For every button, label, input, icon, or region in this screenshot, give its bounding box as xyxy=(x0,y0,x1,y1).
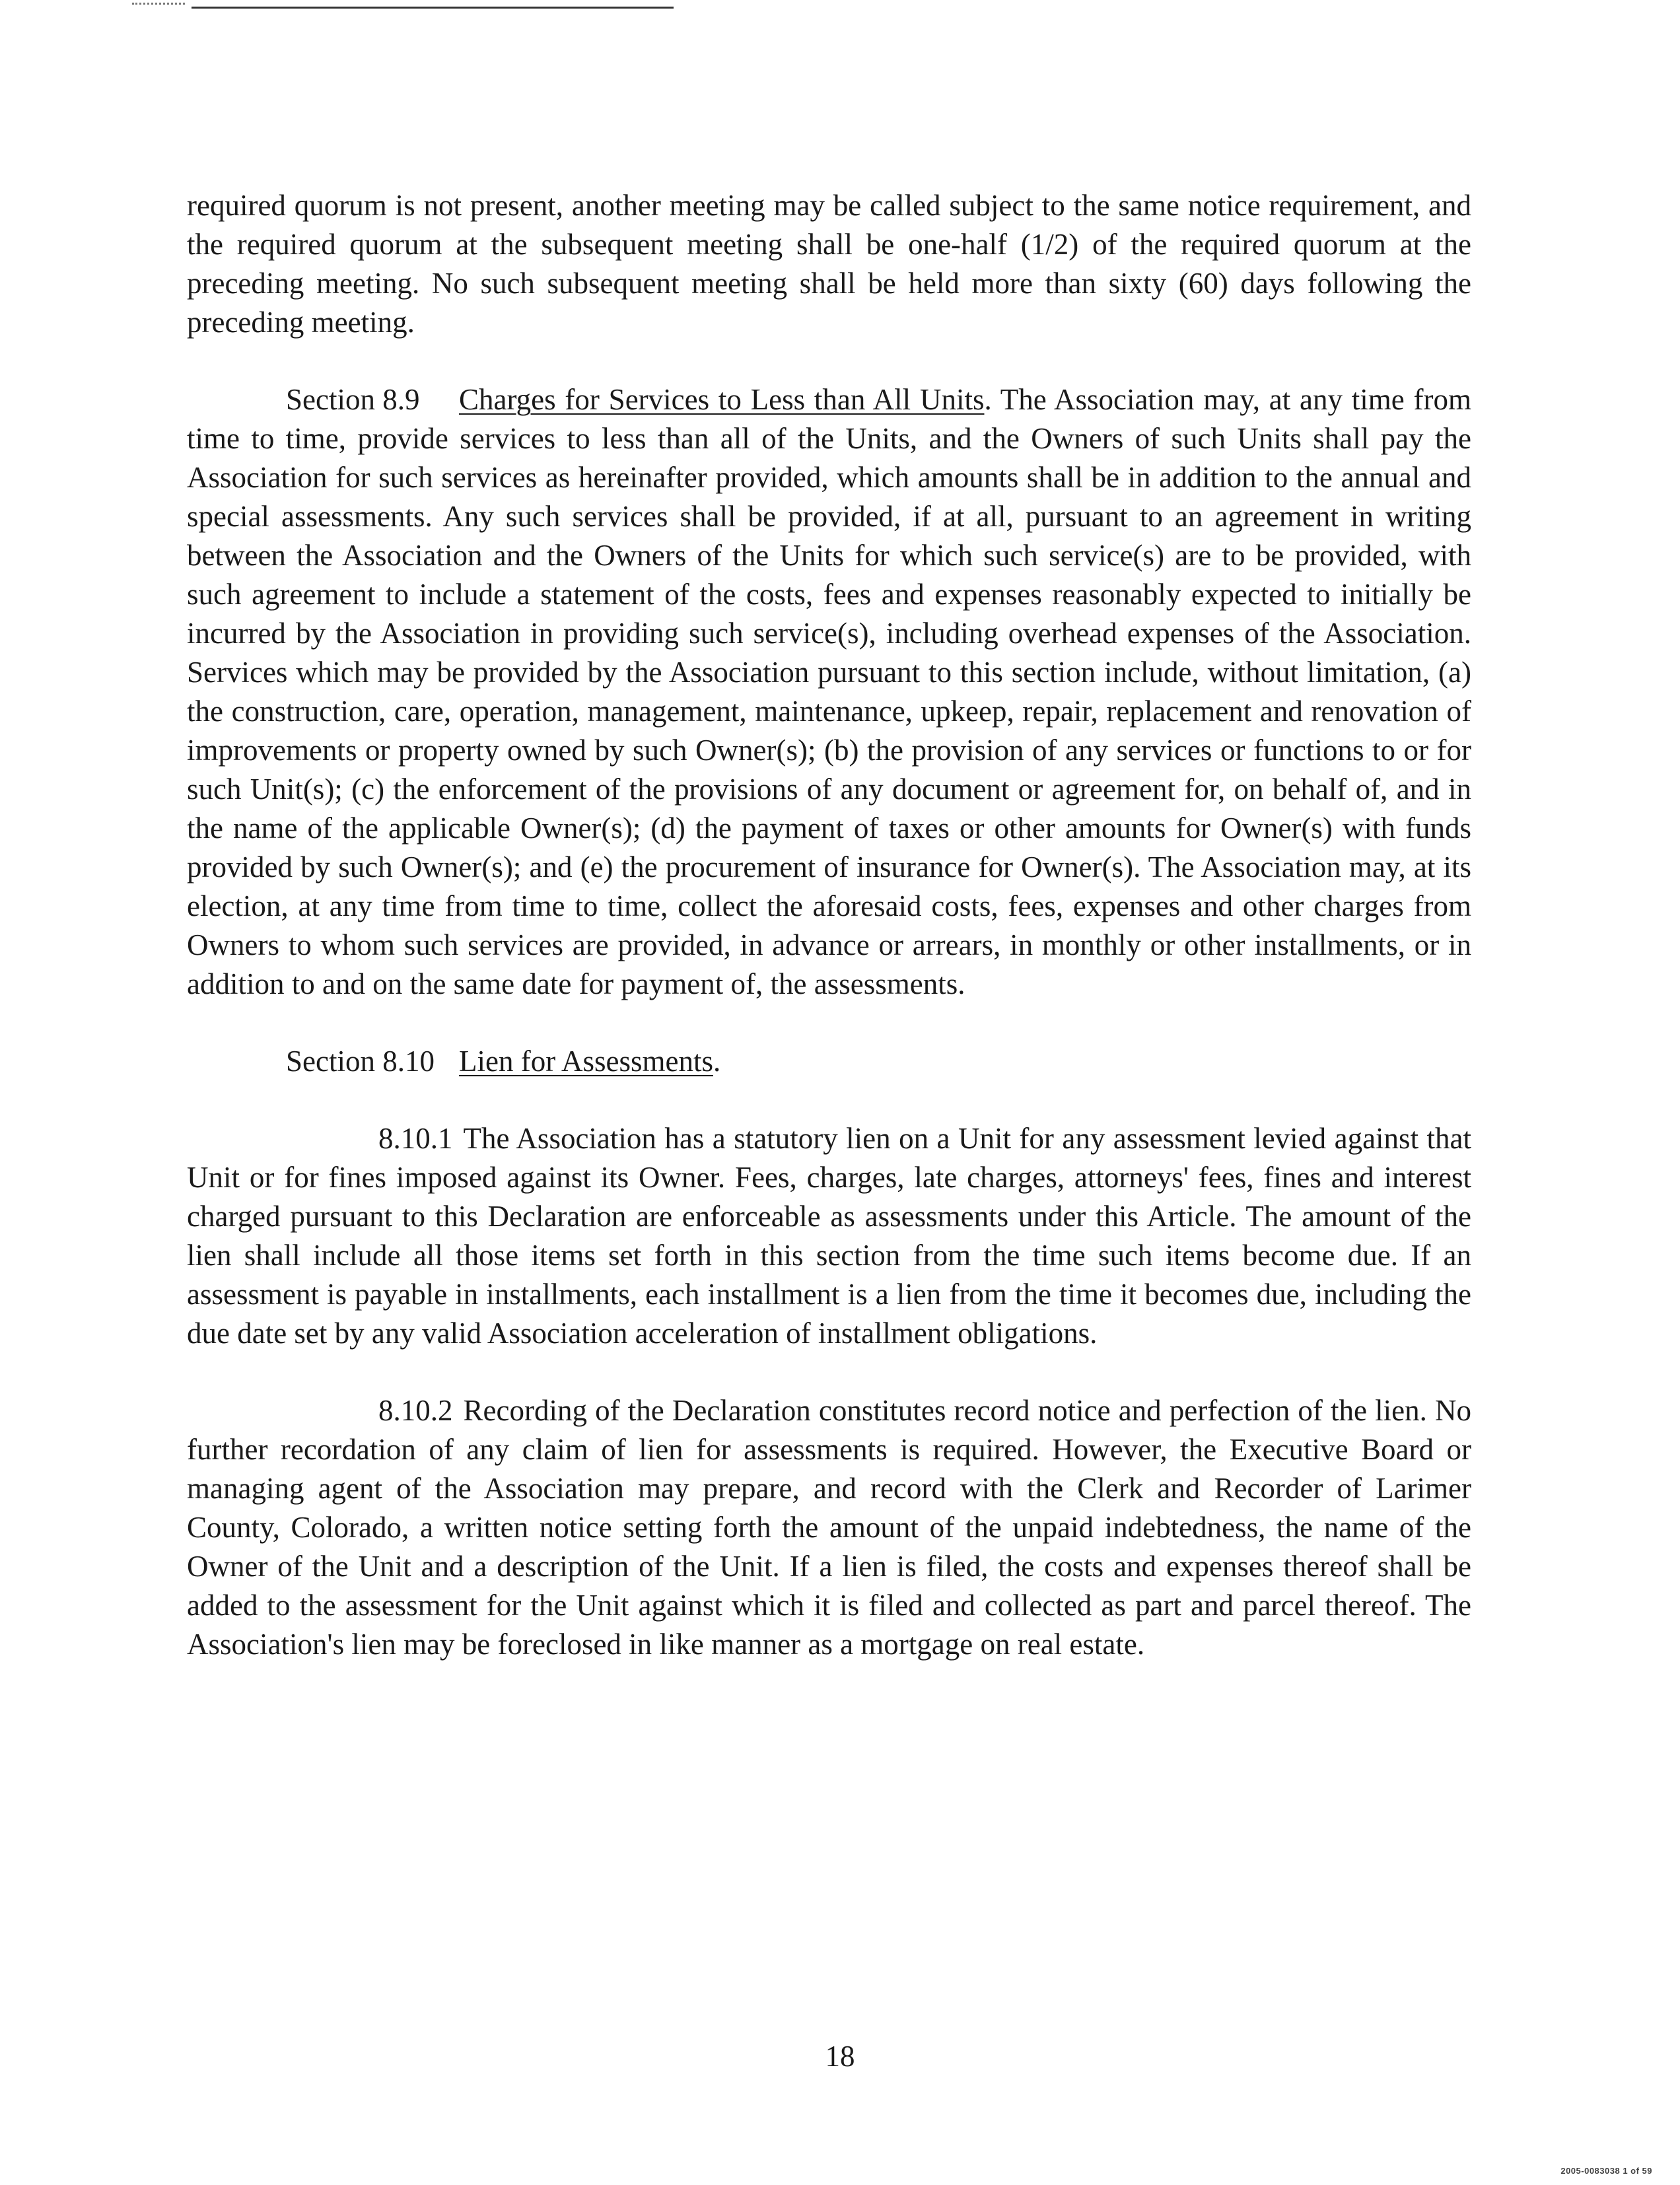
recording-stamp: 2005-0083038 1 of 59 xyxy=(1560,2166,1652,2176)
subsection-8-10-2 xyxy=(187,1391,1471,1664)
section-8-10 xyxy=(187,1042,1471,1081)
section-8-10-title: Lien for Assessments xyxy=(459,1045,713,1078)
subsection-8-10-1-number: 8.10.1 xyxy=(378,1122,453,1155)
scan-artifact-dots xyxy=(132,3,185,10)
section-8-9-title-punct: . xyxy=(984,383,992,416)
top-rule xyxy=(192,7,674,9)
section-8-9-title: Charges for Services to Less than All Units xyxy=(459,383,985,416)
section-8-9 xyxy=(187,380,1471,1004)
section-8-10-title-punct: . xyxy=(713,1045,721,1078)
section-8-9-number: Section 8.9 xyxy=(286,383,420,416)
subsection-8-10-1-body: The Association has a statutory lien on a Unit for any assessment levied against that Unit or for fines imposed against its Owner. Fees, charges, late charges, attorneys' fees, fines and interest charged pursuant to this Declaration are enforceable as assessments under this Article. The amount of the lien shall include all those items set forth in this section from the time such items become due. If an assessment is payable in installments, each installment is a lien from the time it becomes due, including the due date set by any valid Association acceleration of installment obligations. xyxy=(187,1122,1471,1350)
subsection-8-10-2-number: 8.10.2 xyxy=(378,1394,453,1427)
section-8-10-number: Section 8.10 xyxy=(286,1045,435,1078)
page-number: 18 xyxy=(825,2040,855,2073)
subsection-8-10-1 xyxy=(187,1119,1471,1353)
intro-paragraph: required quorum is not present, another meeting may be called subject to the same notice requirement, and the required quorum at the subsequent meeting shall be one-half (1/2) of the required quorum at the preceding meeting. No such subsequent meeting shall be held more than sixty (60) days following the preceding meeting. xyxy=(187,189,1471,339)
section-8-9-body: The Association may, at any time from time to time, provide services to less than all of the Units, and the Owners of such Units shall pay the Association for such services as hereinafter provided, which amounts shall be in addition to the annual and special assessments. Any such services shall be provided, if at all, pursuant to an agreement in writing between the Association and the Owners of the Units for which such service(s) are to be provided, with such agreement to include a statement of the costs, fees and expenses reasonably expected to initially be incurred by the Association in providing such service(s), including overhead expenses of the Association. Services which may be provided by the Association pursuant to this section include, without limitation, (a) the construction, care, operation, management, maintenance, upkeep, repair, replacement and renovation of improvements or property owned by such Owner(s); (b) the provision of any services or functions to or for such Unit(s); (c) the enforcement of the provisions of any document or agreement for, on behalf of, and in the name of the applicable Owner(s); (d) the payment of taxes or other amounts for Owner(s) with funds provided by such Owner(s); and (e) the procurement of insurance for Owner(s). The Association may, at its election, at any time from time to time, collect the aforesaid costs, fees, expenses and other charges from Owners to whom such services are provided, in advance or arrears, in monthly or other installments, or in addition to and on the same date for payment of, the assessments. xyxy=(187,383,1472,1000)
document-body xyxy=(187,186,1471,1664)
subsection-8-10-2-body: Recording of the Declaration constitutes record notice and perfection of the lien. No further recordation of any claim of lien for assessments is required. However, the Executive Board or managing agent of the Association may prepare, and record with the Clerk and Recorder of Larimer County, Colorado, a written notice setting forth the amount of the unpaid indebtedness, the name of the Owner of the Unit and a description of the Unit. If a lien is filed, the costs and expenses thereof shall be added to the assessment for the Unit against which it is filed and collected as part and parcel thereof. The Association's lien may be foreclosed in like manner as a mortgage on real estate. xyxy=(187,1394,1471,1661)
